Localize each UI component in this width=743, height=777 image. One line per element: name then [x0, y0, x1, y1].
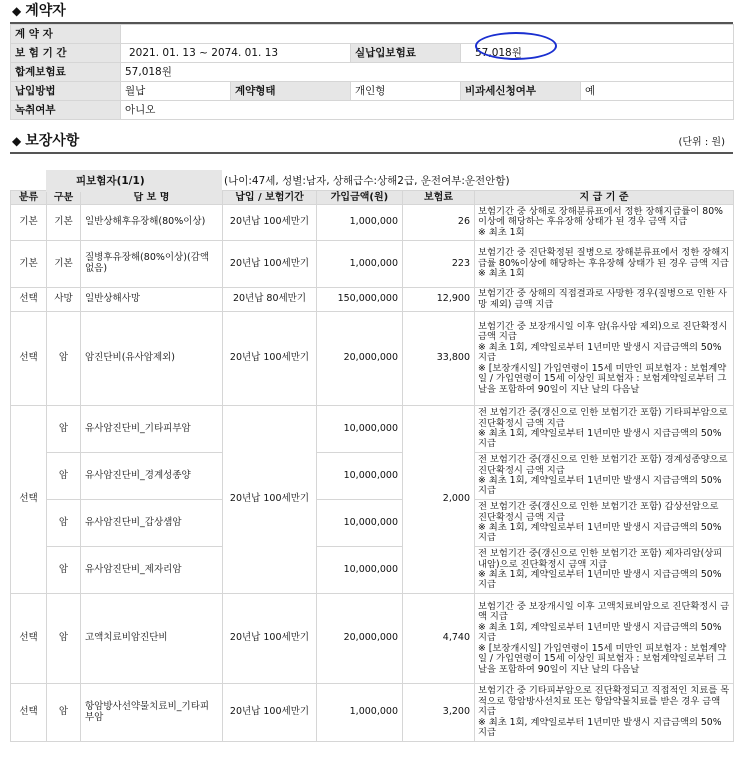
- cell-name: 일반상해사망: [81, 288, 223, 312]
- cell-standard: 보험기간 중 보장개시일 이후 고액치료비암으로 진단확정시 금액 지급 ※ 최초 1회, 계약일로부터 1년미만 발생시 지급금액의 50%지급 ※ [보장개시일] 가입연령이 15세 미만인 피보험자 : 보험계약일 / 가입연령이 15세 이상인 피보험자 : 보험계약일로부터 그날을 포함하여 90일이 지난 날의 다음날: [475, 594, 734, 684]
- table-row: [11, 241, 734, 288]
- total-premium-label: 합계보험료: [11, 63, 121, 82]
- table-header-row: [11, 191, 734, 205]
- cell-type: 암: [47, 500, 81, 547]
- taxfree-value: 예: [581, 82, 734, 101]
- payment-method-label: 납입방법: [11, 82, 121, 101]
- cell-standard: 보험기간 중 진단확정된 질병으로 장해분류표에서 정한 장해지급률 80%이상에 해당하는 후유장해 상태가 된 경우 금액 지급 ※ 최초 1회: [475, 241, 734, 288]
- cell-standard: 보험기간 중 상해로 장해분류표에서 정한 장해지급률이 80%이상에 해당하는 후유장해 상태가 된 경우 금액 지급 ※ 최초 1회: [475, 205, 734, 241]
- highlight-circle: [475, 32, 557, 60]
- header-type: 구분: [47, 191, 81, 205]
- cell-name: 유사암진단비_경계성종양: [81, 453, 223, 500]
- cell-name: 유사암진단비_제자리암: [81, 547, 223, 594]
- cell-amount: 1,000,000: [317, 241, 403, 288]
- contract-info-table: [10, 24, 734, 120]
- contractor-value: [121, 25, 734, 44]
- cell-type: 기본: [47, 205, 81, 241]
- cell-period: 20년납 100세만기: [223, 594, 317, 684]
- table-row: [11, 44, 734, 63]
- table-row: [11, 547, 734, 594]
- recording-value: 아니오: [121, 101, 734, 120]
- table-row: [11, 406, 734, 453]
- table-row: [11, 594, 734, 684]
- cell-standard: 보험기간 중 기타피부암으로 진단확정되고 직접적인 치료를 목적으로 항암방사선치료 또는 항암약물치료를 받은 경우 금액 지급 ※ 최초 1회, 계약일로부터 1년미만 발생시 지급금액의 50%지급: [475, 684, 734, 742]
- table-row: [11, 500, 734, 547]
- cell-amount: 10,000,000: [317, 500, 403, 547]
- cell-type: 암: [47, 453, 81, 500]
- cell-name: 일반상해후유장해(80%이상): [81, 205, 223, 241]
- contract-type-value: 개인형: [351, 82, 461, 101]
- cell-premium: 223: [403, 241, 475, 288]
- period-value: 2021. 01. 13 ~ 2074. 01. 13: [121, 44, 351, 63]
- cell-amount: 10,000,000: [317, 453, 403, 500]
- cell-amount: 20,000,000: [317, 312, 403, 406]
- cell-name: 질병후유장해(80%이상)(감액없음): [81, 241, 223, 288]
- insured-label: 피보험자(1/1): [46, 170, 222, 192]
- cell-premium: 26: [403, 205, 475, 241]
- cell-standard: 보험기간 중 상해의 직접결과로 사망한 경우(질병으로 인한 사망 제외) 금액 지급: [475, 288, 734, 312]
- cell-name: 항암방사선약물치료비_기타피부암: [81, 684, 223, 742]
- cell-premium: 3,200: [403, 684, 475, 742]
- cell-name: 유사암진단비_갑상샘암: [81, 500, 223, 547]
- payment-method-value: 월납: [121, 82, 231, 101]
- cell-amount: 1,000,000: [317, 205, 403, 241]
- taxfree-label: 비과세신청여부: [461, 82, 581, 101]
- cell-category: 선택: [11, 684, 47, 742]
- cell-premium: 4,740: [403, 594, 475, 684]
- contract-section-title: ◆ 계약자: [10, 0, 733, 24]
- cell-category: 선택: [11, 312, 47, 406]
- cell-period: 20년납 100세만기: [223, 406, 317, 594]
- table-row: [11, 25, 734, 44]
- coverage-table: [10, 190, 734, 742]
- cell-period: 20년납 100세만기: [223, 205, 317, 241]
- table-row: [11, 684, 734, 742]
- document-page: [10, 0, 733, 742]
- cell-category: 선택: [11, 406, 47, 594]
- cell-standard: 전 보험기간 중(갱신으로 인한 보험기간 포함) 경계성종양으로 진단확정시 금액 지급 ※ 최초 1회, 계약일로부터 1년미만 발생시 지급금액의 50%지급: [475, 453, 734, 500]
- contractor-label: 계 약 자: [11, 25, 121, 44]
- cell-category: 선택: [11, 288, 47, 312]
- header-period: 납입 / 보험기간: [223, 191, 317, 205]
- coverage-section-title: ◆ 보장사항 (단위 : 원): [10, 130, 733, 154]
- unit-label: (단위 : 원): [678, 137, 725, 148]
- cell-type: 암: [47, 547, 81, 594]
- cell-type: 기본: [47, 241, 81, 288]
- table-row: [11, 205, 734, 241]
- recording-label: 녹취여부: [11, 101, 121, 120]
- table-row: [11, 453, 734, 500]
- table-row: [11, 63, 734, 82]
- header-category: 분류: [11, 191, 47, 205]
- insured-detail: (나이:47세, 성별:남자, 상해급수:상해2급, 운전여부:운전안함): [224, 175, 510, 187]
- period-label: 보 험 기 간: [11, 44, 121, 63]
- insured-bar: [10, 164, 733, 190]
- cell-category: 선택: [11, 594, 47, 684]
- cell-amount: 150,000,000: [317, 288, 403, 312]
- cell-type: 암: [47, 594, 81, 684]
- cell-type: 암: [47, 684, 81, 742]
- cell-amount: 10,000,000: [317, 547, 403, 594]
- cell-premium: 2,000: [403, 406, 475, 594]
- cell-type: 암: [47, 312, 81, 406]
- cell-category: 기본: [11, 241, 47, 288]
- total-premium-value: 57,018원: [121, 63, 734, 82]
- cell-standard: 전 보험기간 중(갱신으로 인한 보험기간 포함) 제자리암(상피내암)으로 진단확정시 금액 지급 ※ 최초 1회, 계약일로부터 1년미만 발생시 지급금액의 50%지급: [475, 547, 734, 594]
- cell-type: 암: [47, 406, 81, 453]
- diamond-bullet-icon: ◆: [12, 4, 22, 18]
- table-row: [11, 312, 734, 406]
- cell-amount: 20,000,000: [317, 594, 403, 684]
- actual-premium-value: 57,018원: [461, 44, 734, 63]
- table-row: [11, 288, 734, 312]
- cell-period: 20년납 80세만기: [223, 288, 317, 312]
- actual-premium-label: 실납입보험료: [351, 44, 461, 63]
- table-row: [11, 101, 734, 120]
- diamond-bullet-icon: ◆: [12, 134, 22, 148]
- cell-premium: 33,800: [403, 312, 475, 406]
- contract-type-label: 계약형태: [231, 82, 351, 101]
- cell-amount: 1,000,000: [317, 684, 403, 742]
- cell-standard: 전 보험기간 중(갱신으로 인한 보험기간 포함) 기타피부암으로 진단확정시 금액 지급 ※ 최초 1회, 계약일로부터 1년미만 발생시 지급금액의 50%지급: [475, 406, 734, 453]
- table-row: [11, 82, 734, 101]
- cell-premium: 12,900: [403, 288, 475, 312]
- cell-period: 20년납 100세만기: [223, 684, 317, 742]
- cell-name: 고액치료비암진단비: [81, 594, 223, 684]
- header-premium: 보험료: [403, 191, 475, 205]
- header-amount: 가입금액(원): [317, 191, 403, 205]
- cell-category: 기본: [11, 205, 47, 241]
- cell-amount: 10,000,000: [317, 406, 403, 453]
- cell-type: 사망: [47, 288, 81, 312]
- cell-period: 20년납 100세만기: [223, 241, 317, 288]
- cell-period: 20년납 100세만기: [223, 312, 317, 406]
- cell-standard: 전 보험기간 중(갱신으로 인한 보험기간 포함) 갑상선암으로 진단확정시 금액 지급 ※ 최초 1회, 계약일로부터 1년미만 발생시 지급금액의 50%지급: [475, 500, 734, 547]
- header-name: 담 보 명: [81, 191, 223, 205]
- cell-name: 유사암진단비_기타피부암: [81, 406, 223, 453]
- header-standard: 지 급 기 준: [475, 191, 734, 205]
- cell-name: 암진단비(유사암제외): [81, 312, 223, 406]
- cell-standard: 보험기간 중 보장개시일 이후 암(유사암 제외)으로 진단확정시 금액 지급 ※ 최초 1회, 계약일로부터 1년미만 발생시 지급금액의 50%지급 ※ [보장개시일] 가입연령이 15세 미만인 피보험자 : 보험계약일 / 가입연령이 15세 이상인 피보험자 : 보험계약일로부터 그날을 포함하여 90일이 지난 날의 다음날: [475, 312, 734, 406]
